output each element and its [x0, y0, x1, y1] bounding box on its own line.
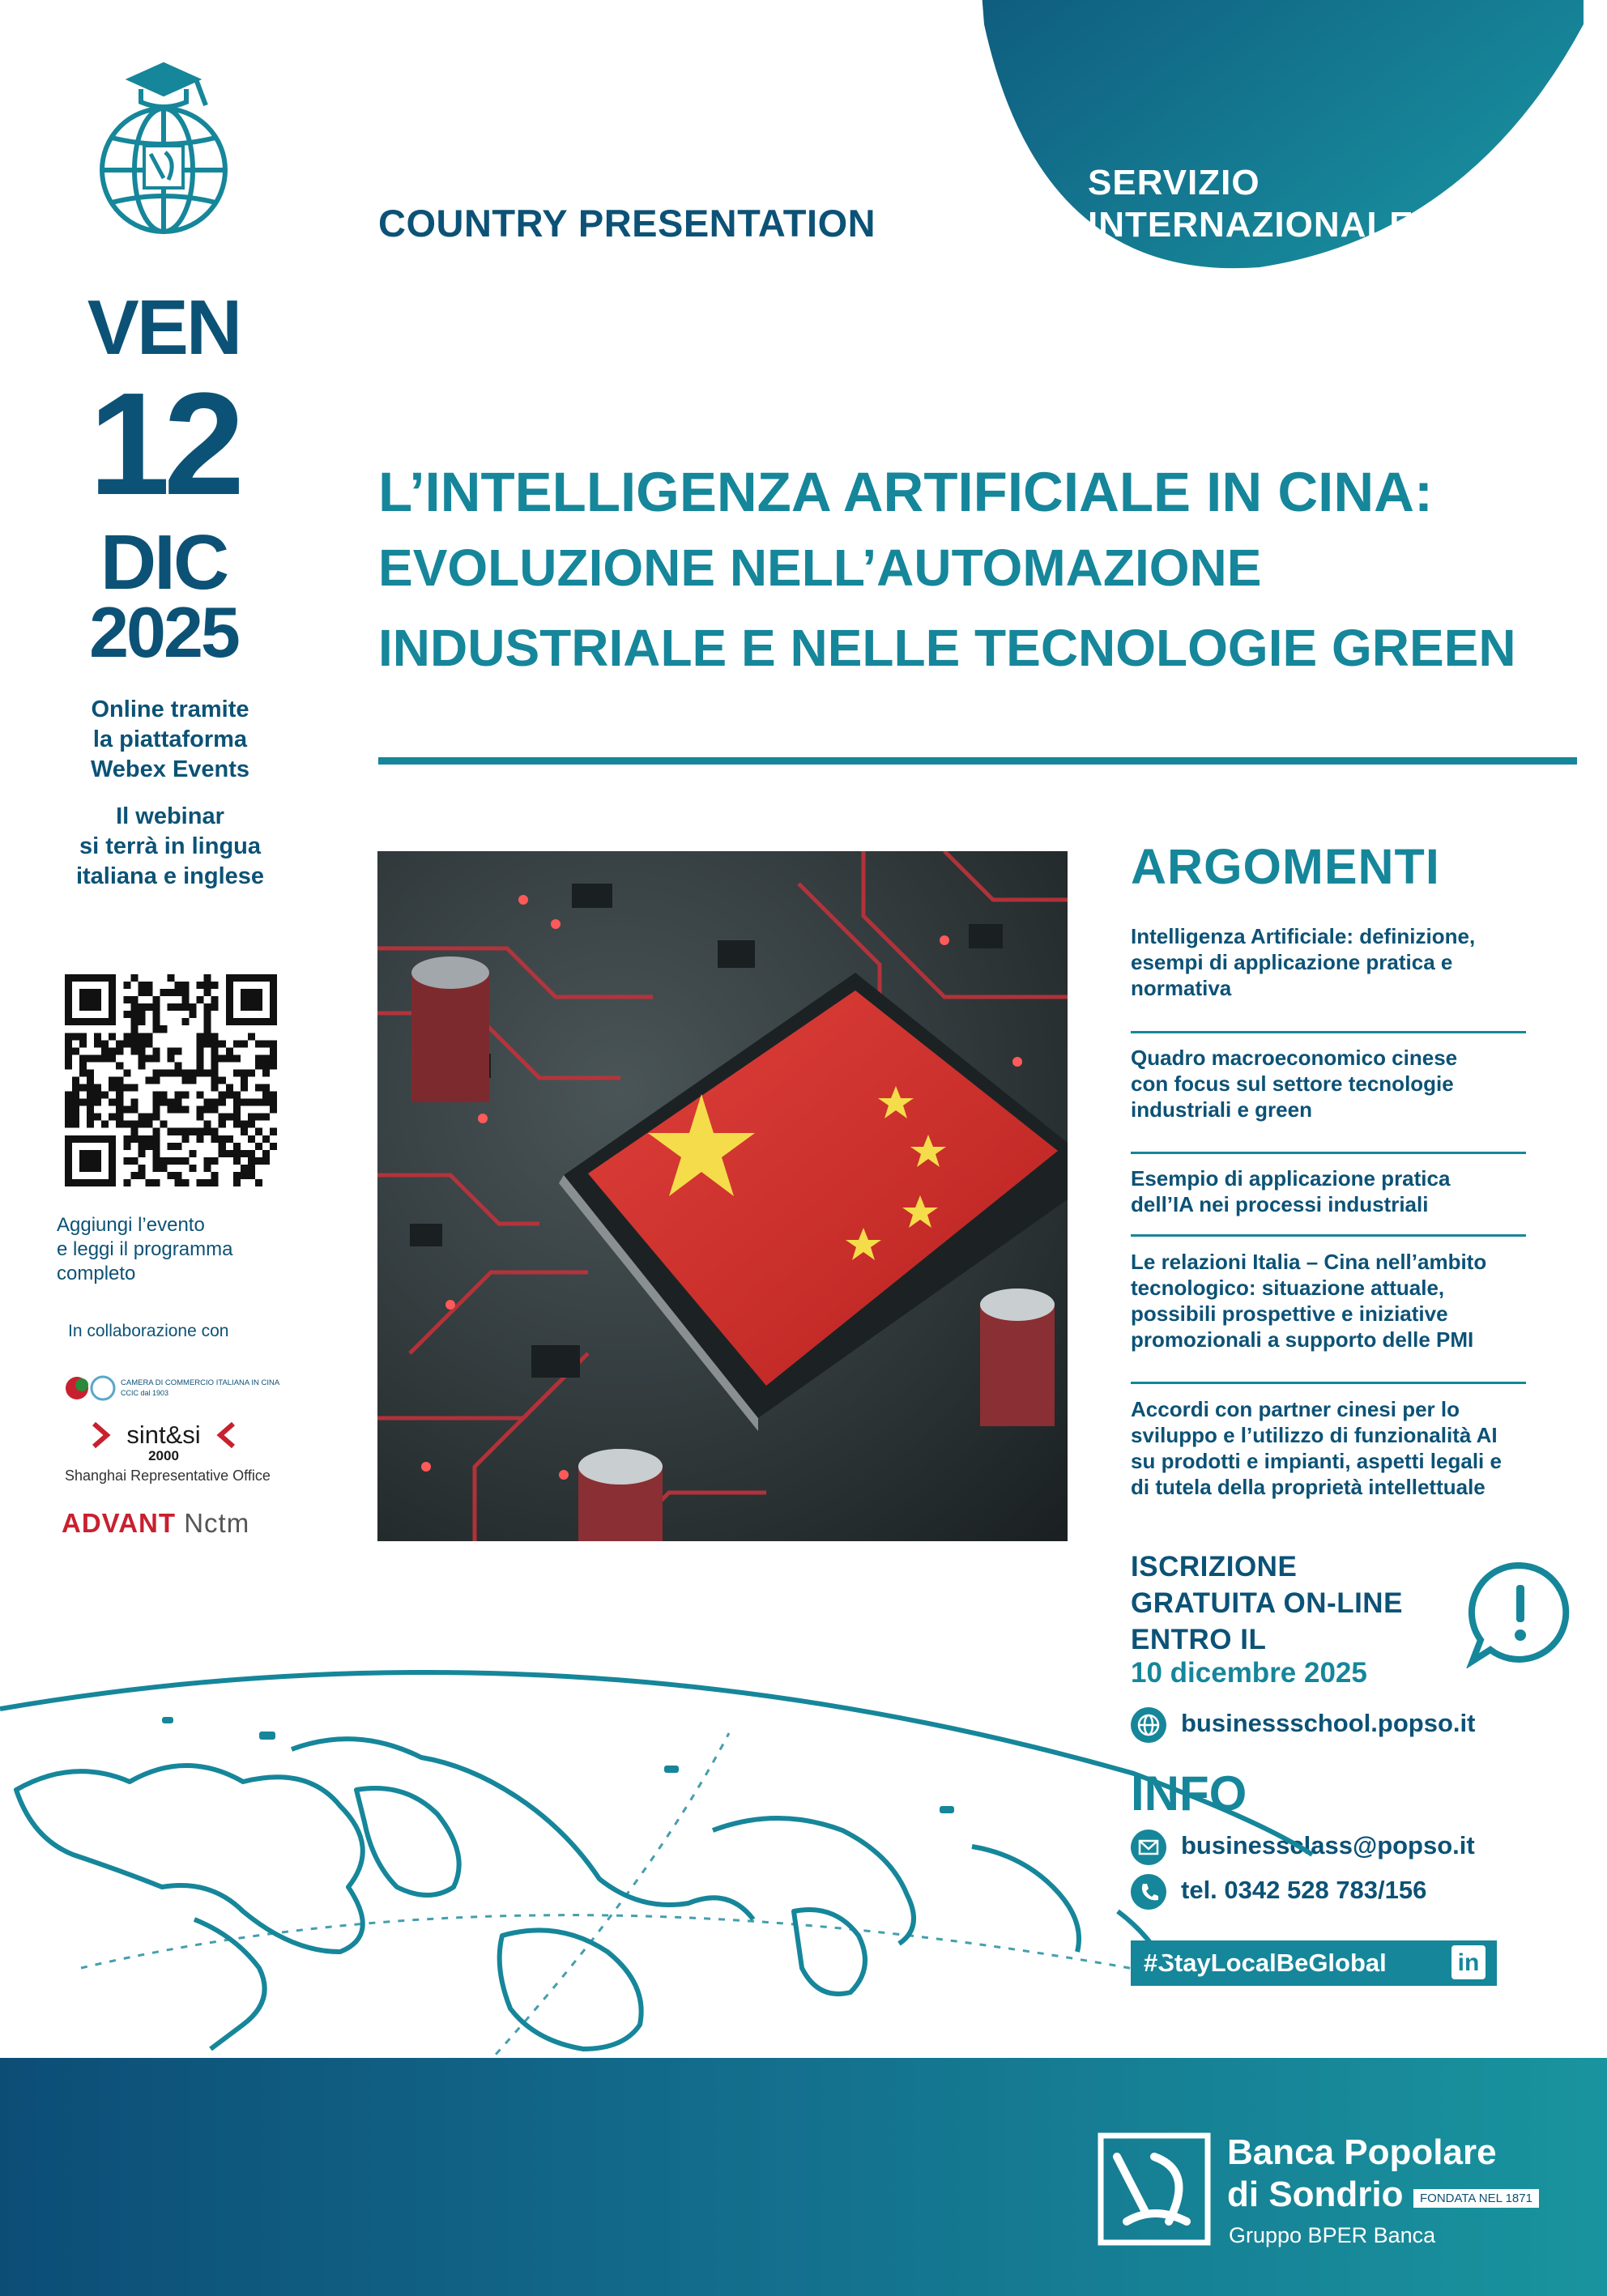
lang-line-2: si terrà in lingua	[79, 833, 261, 859]
topic-divider	[1131, 1234, 1526, 1237]
topic-item	[1131, 1165, 1536, 1217]
ccic-logo	[61, 1371, 288, 1405]
event-qr-code[interactable]	[65, 974, 277, 1186]
business-school-logo-icon	[91, 57, 237, 247]
service-line-2: INTERNAZIONALE	[1088, 205, 1414, 245]
qr-caption-line-3: completo	[57, 1263, 136, 1284]
topic-text: Accordi con partner cinesi per lo	[1131, 1397, 1460, 1421]
ccic-since: CCIC dal 1903	[121, 1389, 169, 1397]
topic-item	[1131, 1249, 1536, 1352]
phone-link[interactable]: tel. 0342 528 783/156	[1181, 1876, 1427, 1904]
sintesi-name: sint&si	[126, 1421, 201, 1449]
bank-name-line-1: Banca Popolare	[1227, 2132, 1497, 2172]
advant-text: ADVANT	[62, 1508, 177, 1538]
qr-caption	[57, 1213, 316, 1286]
topic-text: su prodotti e impianti, aspetti legali e	[1131, 1449, 1502, 1473]
ccic-name: CAMERA DI COMMERCIO ITALIANA IN CINA	[121, 1378, 280, 1387]
topic-divider	[1131, 1382, 1526, 1384]
online-platform-note	[0, 695, 340, 785]
topic-text: Esempio di applicazione pratica	[1131, 1166, 1451, 1191]
title-line-3: INDUSTRIALE E NELLE TECNOLOGIE GREEN	[378, 619, 1516, 677]
info-heading: INFO	[1131, 1766, 1247, 1821]
topic-text: Intelligenza Artificiale: definizione,	[1131, 924, 1476, 948]
title-divider	[378, 757, 1577, 765]
sintesi-year: 2000	[148, 1448, 179, 1463]
date-year: 2025	[89, 592, 238, 672]
online-line-1: Online tramite	[91, 696, 249, 722]
founded-badge: FONDATA NEL 1871	[1413, 2189, 1539, 2208]
registration-line-3: ENTRO IL	[1131, 1624, 1267, 1655]
bank-name-line-2: di Sondrio	[1227, 2175, 1404, 2214]
sintesi-logo	[91, 1416, 237, 1463]
lang-line-1: Il webinar	[116, 803, 224, 829]
date-day: 12	[88, 363, 239, 526]
topic-text: esempi di applicazione pratica e	[1131, 950, 1453, 974]
topic-text: promozionali a supporto delle PMI	[1131, 1327, 1474, 1352]
service-label	[1088, 162, 1509, 246]
registration-line-1: ISCRIZIONE	[1131, 1551, 1298, 1582]
topic-divider	[1131, 1031, 1526, 1033]
topic-divider	[1131, 1152, 1526, 1154]
nctm-text: Nctm	[184, 1508, 250, 1538]
hashtag-banner: #StayLocalBeGlobal	[1131, 1940, 1497, 1986]
service-line-1: SERVIZIO	[1088, 163, 1260, 202]
email-link[interactable]: businessclass@popso.it	[1181, 1831, 1475, 1859]
linkedin-icon[interactable]: in	[1451, 1945, 1486, 1979]
registration-website-link[interactable]: businessschool.popso.it	[1181, 1709, 1476, 1737]
topic-item	[1131, 923, 1536, 1001]
date-month: DIC	[100, 519, 228, 606]
date-weekday: VEN	[87, 284, 241, 371]
topic-item	[1131, 1045, 1536, 1122]
language-note	[0, 802, 340, 892]
title-line-1: L’INTELLIGENZA ARTIFICIALE IN CINA:	[378, 461, 1433, 523]
topic-item	[1131, 1396, 1536, 1500]
online-line-3: Webex Events	[90, 756, 250, 782]
shanghai-office-label: Shanghai Representative Office	[65, 1467, 271, 1484]
group-label: Gruppo BPER Banca	[1229, 2223, 1436, 2247]
registration-deadline: 10 dicembre 2025	[1131, 1657, 1367, 1689]
china-chip-image	[377, 851, 1068, 1541]
online-line-2: la piattaforma	[92, 726, 248, 752]
topic-text: sviluppo e l’utilizzo di funzionalità AI	[1131, 1423, 1498, 1447]
advant-nctm-logo	[62, 1508, 249, 1539]
qr-caption-line-1: Aggiungi l’evento	[57, 1214, 205, 1236]
lang-line-3: italiana e inglese	[75, 863, 265, 889]
registration-text	[1131, 1548, 1403, 1658]
series-label: COUNTRY PRESENTATION	[378, 202, 876, 245]
collaboration-label: In collaborazione con	[68, 1322, 229, 1340]
topic-text: Le relazioni Italia – Cina nell’ambito	[1131, 1250, 1487, 1274]
topic-text: dell’IA nei processi industriali	[1131, 1192, 1429, 1216]
qr-caption-line-2: e leggi il programma	[57, 1238, 233, 1260]
topic-text: di tutela della proprietà intellettuale	[1131, 1475, 1486, 1499]
topic-text: industriali e green	[1131, 1097, 1312, 1122]
registration-line-2: GRATUITA ON-LINE	[1131, 1587, 1403, 1619]
topic-text: con focus sul settore tecnologie	[1131, 1071, 1454, 1096]
topic-text: Quadro macroeconomico cinese	[1131, 1046, 1458, 1070]
topics-heading: ARGOMENTI	[1131, 839, 1440, 894]
topic-text: tecnologico: situazione attuale,	[1131, 1276, 1445, 1300]
title-line-2: EVOLUZIONE NELL’AUTOMAZIONE	[378, 539, 1262, 597]
bank-logo-icon	[1098, 2132, 1211, 2246]
topic-text: normativa	[1131, 976, 1232, 1000]
topic-text: possibili prospettive e iniziative	[1131, 1301, 1448, 1326]
world-globe-illustration	[0, 1644, 1607, 2065]
